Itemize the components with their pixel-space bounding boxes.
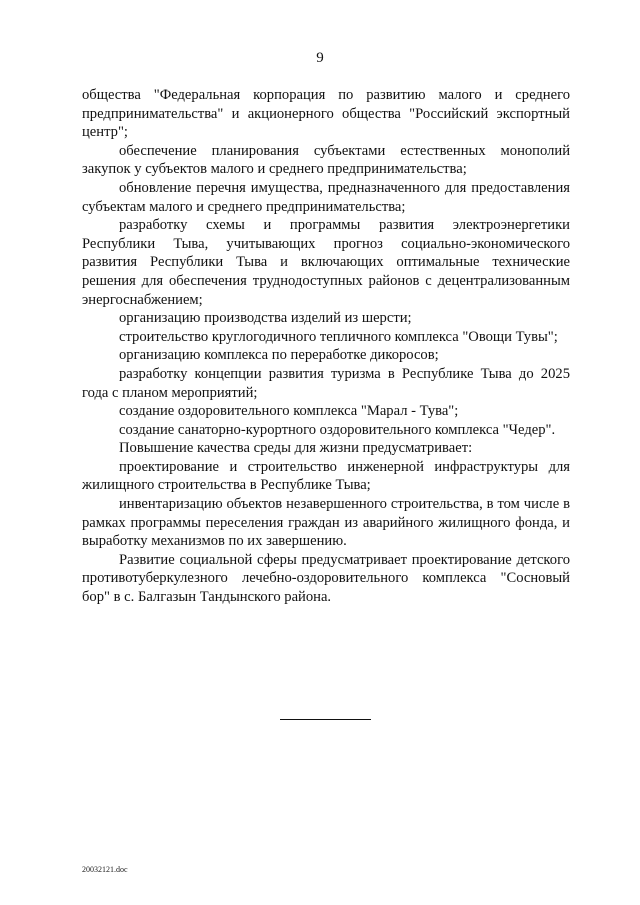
- paragraph-continuation: общества "Федеральная корпорация по развитию малого и среднего предпринимательства" и акционерного общества "Российский экспортный центр";: [82, 87, 570, 141]
- document-body: [82, 86, 570, 607]
- paragraph: создание санаторно-курортного оздоровительного комплекса "Чедер".: [119, 421, 556, 438]
- paragraph: разработку схемы и программы развития электроэнергетики Республики Тыва, учитывающих прогноз социально-экономического развития Республики Тыва и включающих оптимальные технические решения для обеспечения труднодоступных районов с децентрализованным энергоснабжением;: [82, 217, 570, 308]
- paragraph: создание оздоровительного комплекса "Марал - Тува";: [119, 403, 459, 420]
- page-number: 9: [316, 50, 324, 66]
- paragraph: обновление перечня имущества, предназначенного для предоставления субъектам малого и среднего предпринимательства;: [82, 179, 570, 215]
- paragraph: разработку концепции развития туризма в Республике Тыва до 2025 года с планом мероприятий;: [82, 365, 570, 401]
- paragraph: проектирование и строительство инженерной инфраструктуры для жилищного строительства в Республике Тыва;: [82, 458, 570, 494]
- footer-filename: 20032121.doc: [82, 865, 128, 874]
- paragraph: строительство круглогодичного тепличного комплекса "Овощи Тувы";: [119, 328, 558, 345]
- paragraph: обеспечение планирования субъектами естественных монополий закупок у субъектов малого и среднего предпринимательства;: [82, 142, 570, 178]
- paragraph: организацию комплекса по переработке дикоросов;: [119, 347, 439, 364]
- paragraph: организацию производства изделий из шерсти;: [119, 310, 412, 327]
- section-heading-paragraph: Повышение качества среды для жизни предусматривает:: [119, 440, 473, 457]
- paragraph: инвентаризацию объектов незавершенного строительства, в том числе в рамках программы переселения граждан из аварийного жилищного фонда, и выработку механизмов по их завершению.: [82, 496, 570, 550]
- end-separator-line: [280, 719, 371, 720]
- paragraph: Развитие социальной сферы предусматривает проектирование детского противотуберкулезного лечебно-оздоровительного комплекса "Сосновый бор" в с. Балгазын Тандынского района.: [82, 551, 570, 606]
